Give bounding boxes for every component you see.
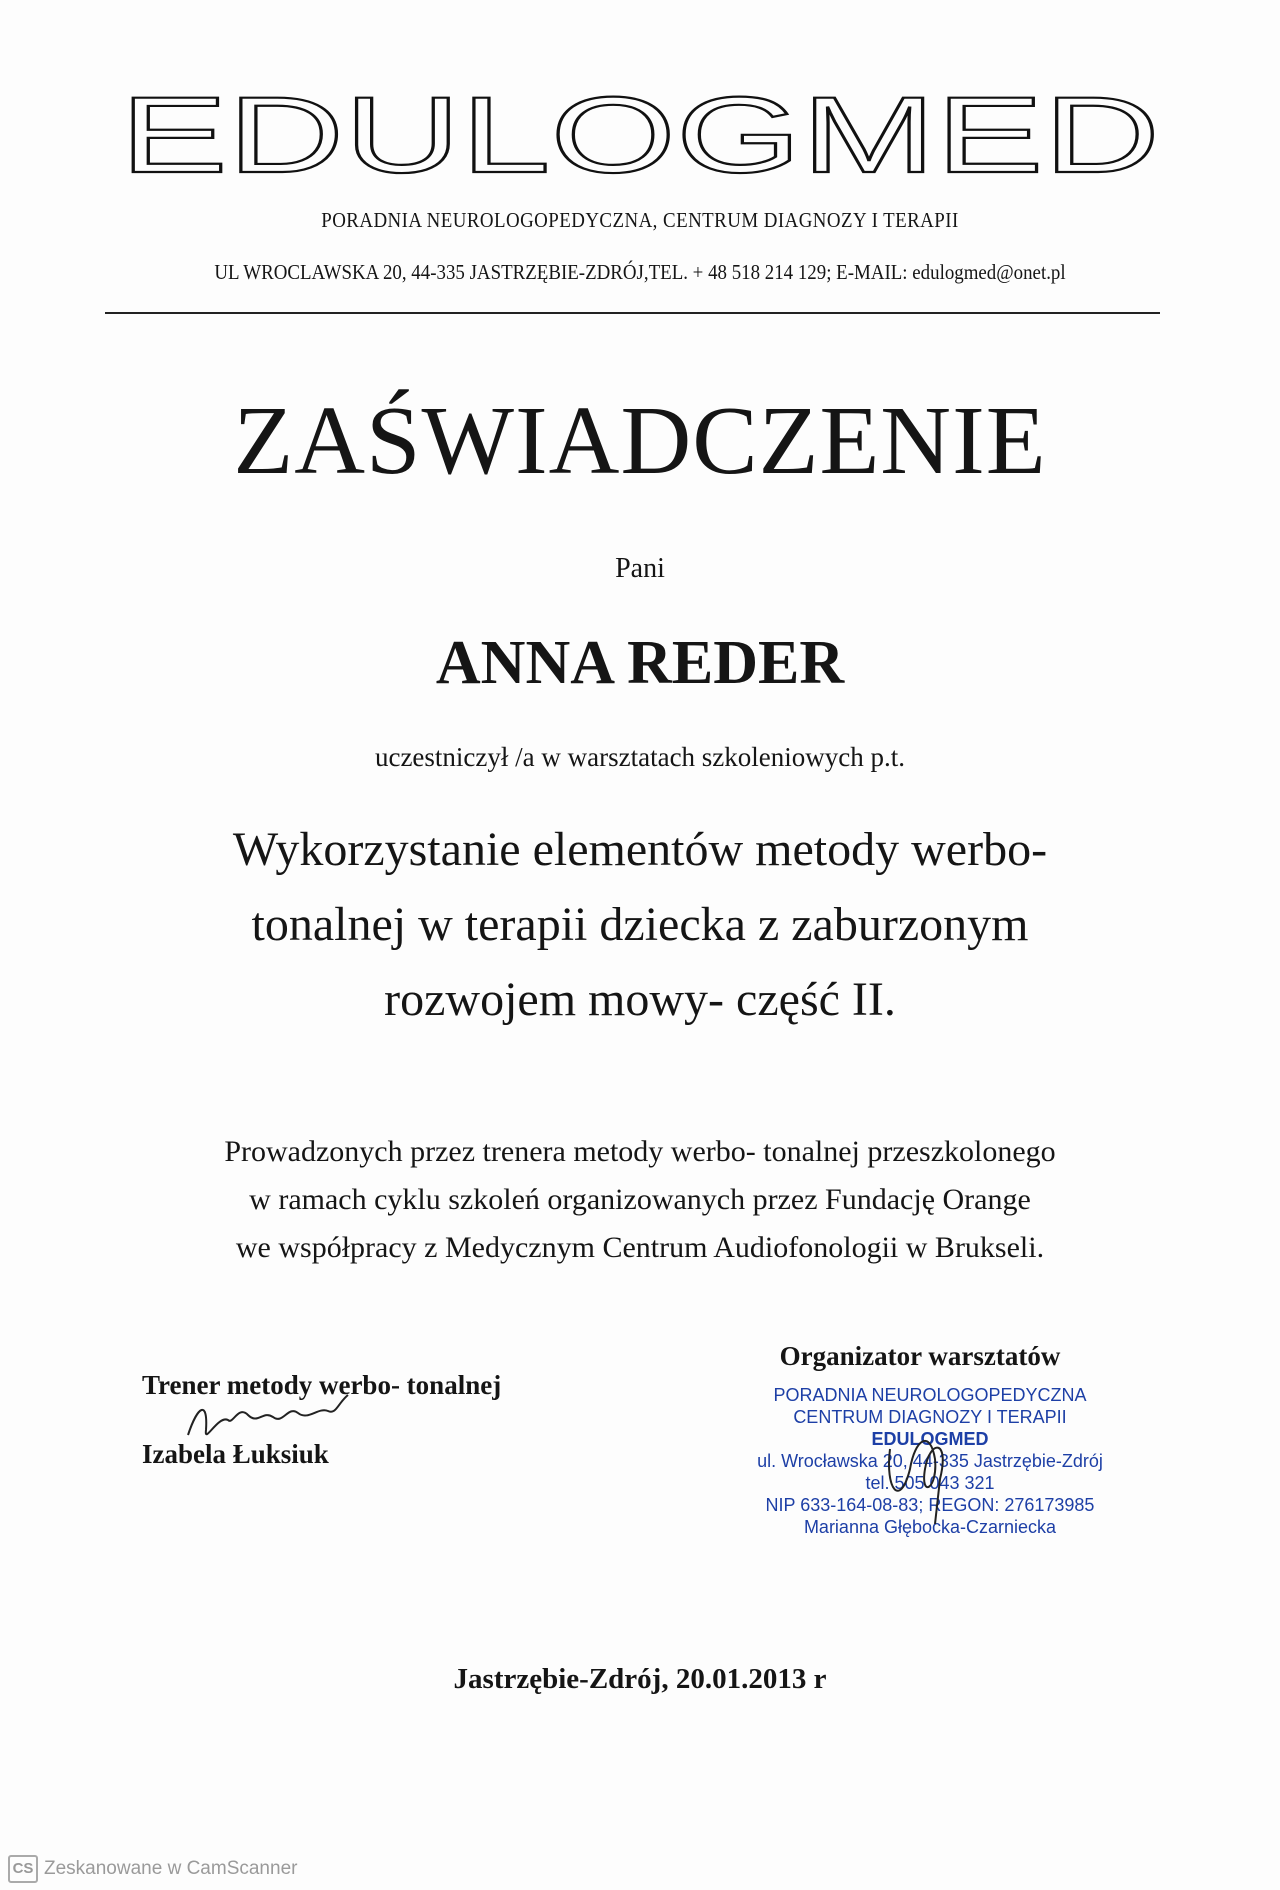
paragraph-line: w ramach cyklu szkoleń organizowanych przez Fundację Orange	[249, 1183, 1031, 1216]
stamp-line: CENTRUM DIAGNOZY I TERAPII	[793, 1407, 1067, 1427]
organizer-signature-icon	[880, 1409, 960, 1529]
trainer-signature-icon	[178, 1385, 358, 1455]
logo-text: EDULOGMED	[120, 92, 1160, 182]
topic-line: Wykorzystanie elementów metody werbo-	[232, 823, 1048, 876]
header-divider	[105, 312, 1160, 314]
workshop-topic	[0, 812, 1280, 1037]
place-date: Jastrzębie-Zdrój, 20.01.2013 r	[453, 1663, 827, 1695]
camscanner-icon: CS	[8, 1855, 38, 1883]
topic-line: rozwojem mowy- część II.	[384, 973, 896, 1026]
document-title: ZAŚWIADCZENIE	[233, 387, 1047, 495]
description-paragraph	[0, 1128, 1280, 1272]
header-subtitle: PORADNIA NEUROLOGOPEDYCZNA, CENTRUM DIAGNOZY I TERAPII	[321, 208, 959, 232]
edulogmed-logo	[0, 92, 1280, 182]
stamp-line: Marianna Głębocka-Czarniecka	[803, 1517, 1057, 1537]
stamp-line: EDULOGMED	[871, 1429, 989, 1449]
paragraph-line: Prowadzonych przez trenera metody werbo- tonalnej przeszkolonego	[224, 1135, 1056, 1168]
trainer-name: Izabela Łuksiuk	[142, 1439, 329, 1469]
stamp-line: tel. 505 043 321	[865, 1473, 995, 1493]
paragraph-line: we współpracy z Medycznym Centrum Audiofonologii w Brukseli.	[235, 1231, 1045, 1264]
stamp-line: NIP 633-164-08-83; REGON: 276173985	[765, 1495, 1095, 1515]
stamp-line: ul. Wrocławska 20, 44-335 Jastrzębie-Zdrój	[757, 1451, 1103, 1471]
camscanner-watermark	[8, 1855, 297, 1883]
camscanner-label: Zeskanowane w CamScanner	[44, 1858, 298, 1879]
organizer-label: Organizator warsztatów	[779, 1341, 1061, 1371]
trainer-label: Trener metody werbo- tonalnej	[142, 1370, 502, 1400]
recipient-name: ANNA REDER	[435, 629, 845, 697]
salutation: Pani	[615, 553, 665, 584]
participation-text: uczestniczył /a w warsztatach szkoleniowych p.t.	[374, 742, 906, 772]
header-address: UL WROCLAWSKA 20, 44-335 JASTRZĘBIE-ZDRÓJ,TEL. + 48 518 214 129; E-MAIL: edulogmed@onet.pl	[214, 260, 1066, 284]
stamp-line: PORADNIA NEUROLOGOPEDYCZNA	[773, 1385, 1087, 1405]
topic-line: tonalnej w terapii dziecka z zaburzonym	[251, 898, 1029, 951]
